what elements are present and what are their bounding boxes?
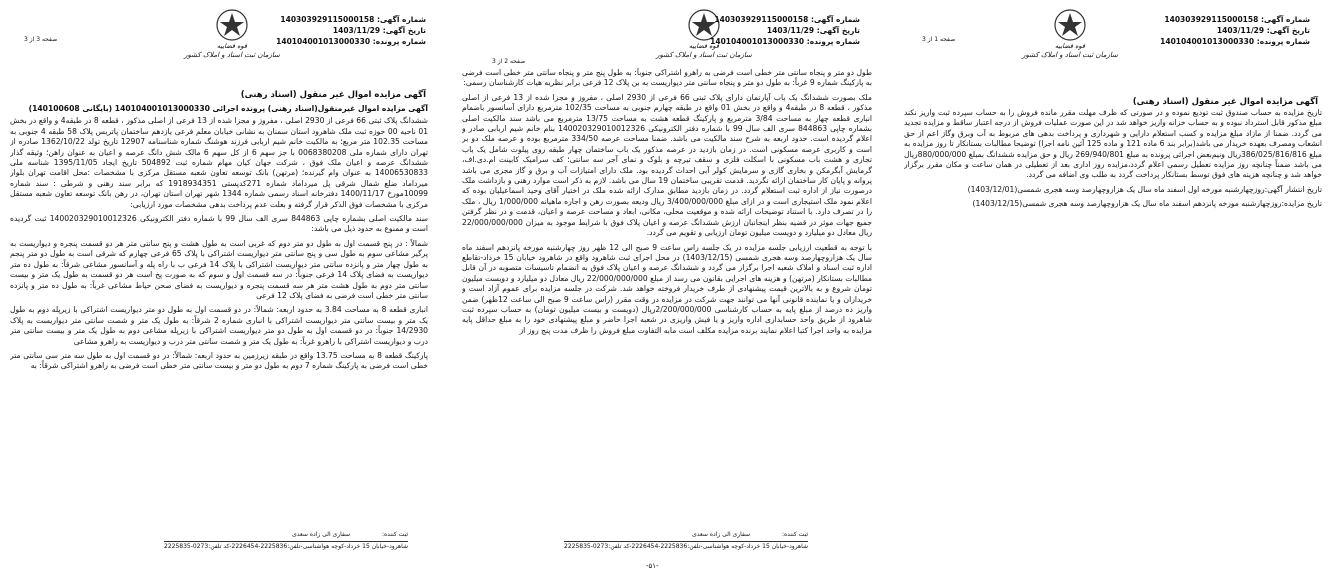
paragraph: انباری قطعه 8 به مساحت 3.84 به حدود اربعه: شمالاً: در دو قسمت اول به طول دو متر دیواریست اشتراکی با زیرپله دوم به طول یک متر و بیست سانتی متر دیواریست اشتراکی با انباری شماره 2 شرقاً: به طول یک متر و شصت سانتی متر دیواریست به پلاک 14/2930 جنوباً: در دو قسمت اول به طول دو متر دیواریست اشتراکی با زیرپله مشاعی دوم به طول یک متر و بیست سانتی متر درب و دیواریست اشتراکی با راهرو غرباً: به طول یک متر و شصت سانتی متر درب و دیواریست به راهرو مشاعی: [10, 305, 428, 346]
paragraph: با توجه به قطعیت ارزیابی جلسه مزایده در یک جلسه راس ساعت 9 صبح الی 12 ظهر روز چهارشنبه مورخه پانزدهم اسفند ماه سال یک هزاروچهارصد وسه هجری شمسی (1403/12/15) در محل اجرای ثبت شاهرود واقع در شاهرود خیابان 15 خرداد-تقاطع اداره ثبت اسناد و املاک شعبه اجرا برگزار می گردد و ششدانگ عرصه و اعیان پلاک فوق به انضمام تاسیسات متصوبه در آن قابل مطالبات بستانکار (مرتهن) و هزینه های اجرایی بقانون می رسد از مبلغ 22/000/000/000 ریال معادل دو میلیارد و دویست میلیون تومان شروع و به بالاترین قیمت پیشنهادی از طرف خریدار فروخته خواهد شد. شرکت در جلسه مزایده برای عموم آزاد است و خریداران و یا نماینده قانونی آنها می توانند جهت شرکت در مزایده در وقت مقرر (راس ساعت 9 صبح الی ساعت 12ظهر) ضمن واریز ده درصد از مبلغ پایه به حساب کارشناسی 2/200/000/000ریال (دویست و بیست میلیون تومان) به حساب سپرده ثبت شاهرود از طریق واحد حسابداری اداره واریز و یا فیش واریزی در شعبه اجرا حاضر و مبلغ پیشنهادی خود را به مبلغ حداقل پایه مزایده به واحد اجرا کتبا اعلام نمایند برنده مزایده مکلف است مابه التفاوت مبلغ فروش را ظرف مدت پنج روز از: [462, 242, 872, 335]
notice-number: شماره آگهی: 140303929115000158: [1164, 15, 1310, 24]
paragraph: تاریخ مزایده به حساب صندوق ثبت تودیع نموده و در صورتی که ظرف مهلت مقرر مانده فروش را به حساب سپرده ثبت واریز نکند مبلغ مذکور قابل استرداد نبوده و به حساب خزانه واریز خواهد شد در این صورت عملیات فروش از درجه اعتبار ساقط و مزایده تجدید می گردد. ضمنا از مازاد مبلغ مزایده و کسب استعلام دارایی و شهرداری و پرداخت بدهی های مربوط به آب وبرق وگاز اعم از حق انشعاب ومصرف بعهده خریدار می باشد(برابر بند 6 ماده 121 و ماده 125 آئین نامه اجرا) توضیحا مطالبات بستانکار تا روز مزایده به مبلغ 386/025/816/816ریال ونیم‌بعض اجرائی پرونده به مبلغ 269/940/801 ریال و حق مزایده ششدانگ بمبلغ 880/000/000ریال می باشد ضمناً چنانچه روز مزایده تعطیل رسمی اعلام گردد،مزایده روز اداری بعد از تعطیلی در همان ساعت و مکان مقرر برگزار خواهد شد و چنانچه هزینه های فوق توسط بستانکار پرداخت گردد به طلب وی اضافه می گردد.: [904, 108, 1322, 180]
document-page-1: [900, 0, 1328, 577]
emblem-icon: [215, 8, 249, 42]
notice-subtitle: آگهی مزایده اموال غیرمنقول(اسناد رهنی) پرونده اجرائی 140104001013000330 (بایگانی 140100608): [28, 104, 428, 113]
page-number: -۵۱-: [646, 562, 659, 570]
notice-date: تاریخ آگهی: 1403/11/29: [766, 26, 860, 35]
case-number: شماره پرونده: 140104001013000330: [276, 37, 426, 46]
notice-meta: [710, 14, 860, 47]
notice-number: شماره آگهی: 140303929115000158: [280, 15, 426, 24]
signer-label: ثبت کننده:: [781, 531, 809, 538]
notice-title: آگهی مزایده اموال غیر منقول (اسناد رهنی): [1132, 97, 1318, 107]
seal-org-label: سازمان ثبت اسناد و املاک کشور: [1022, 51, 1118, 59]
seal-judiciary-label: قوه قضاییه: [689, 42, 719, 50]
paragraph: ملک بصورت ششدانگ یک باب آپارتمان دارای پلاک ثبتی 66 فرعی از 2930 اصلی ، مفروز و مجزا شده از 13 فرعی از اصلی مذکور ، قطعه 8 در طبقه4 و واقع در بخش 01 واقع در طبقه چهارم جنوبی به مساحت 102/35 مترمربع دارای آسانسور باضمام انباری قطعه چهار به مساحت 3/84 مترمربع و پارکینگ قطعه هشت به مساحت 13/75 مترمربع می باشد سند مالکیت اصلی بشماره چاپی 844863 سری الف سال 99 با شماره دفتر الکترونیکی 140020329010012326 بنام خانم شیم اربابی صادر و اعلام گردیده است. حدود اربعه به شرح سند مالکیت می باشد. ضمنا مساحت عرصه 334/50 مترمربع بوده و عرصه ملک دو بر است و کاربری عرصه مسکونی است. در زمان بازدید در عرصه مذکور یک باب ساختمان چهار طبقه روی پیلوت شامل یک باب تجاری و هشت باب مسکونی با اسکلت فلزی و سقف تیرچه و بلوک و نمای آجر سه سانتی؛ کف سرامیک کابینت ام.دی.اف، گرمایش آبگرمکن و بخاری گازی و سرمایش کولر آبی احداث گردیده بود. ملک دارای امتیازات آب و برق و گاز مجزی می باشد پروانه و پایان کار ساختمان ارائه نگردید. قدمت تقریبی ساختمان 19 سال می باشد. لازم به ذکر است موارد رهنی و بازداشت ملک درصورت نیاز از اداره ثبت استعلام گردد. در زمان بازدید مطابق مدارک ارائه شده ملک در اختیار آقای وحید اسماعیلیان بوده که اعلام نمود ملک استیجاری است و در ازای مبلغ 3/400/000/000 ریال ودیعه بصورت رهن و اجاره ماهیانه 1/000/000 ریال ، ملک را در تصرف دارد. با استناد توضیحات ارائه شده و موقعیت محلی، مکانی، ابعاد و مساحت عرصه و اعیان، قدمت و در نظر گرفتن جمیع جهات موثر در قضیه بنظر اینجانبان ارزش ششدانگ عرصه و اعیان پلاک فوق با شرایط موجود به میزان 22/000/000/000 ریال معادل دو میلیارد و دویست میلیون تومان ارزیابی و تقویم می گردد.: [462, 92, 872, 238]
case-number: شماره پرونده: 140104001013000330: [1160, 37, 1310, 46]
notice-body: [462, 68, 872, 508]
publish-date: تاریخ انتشار آگهی:روزچهارشنبه مورخه اول اسفند ماه سال یک هزاروچهارصد وسه هجری شمسی(1403/12/01): [967, 184, 1322, 194]
seal-judiciary-label: قوه قضاییه: [217, 42, 247, 50]
notice-meta: [1160, 14, 1310, 47]
notice-date: تاریخ آگهی: 1403/11/29: [1216, 26, 1310, 35]
notice-date: تاریخ آگهی: 1403/11/29: [332, 26, 426, 35]
page-footer: [164, 531, 408, 551]
seal-org-label: سازمان ثبت اسناد و املاک کشور: [656, 51, 752, 59]
seal-judiciary-label: قوه قضاییه: [1055, 42, 1085, 50]
footer-address: شاهرود-خیابان 15 خرداد-کوچه هواشناسی-تلفن:2225836-2226454-کد تلفن:0273-2225835: [564, 543, 809, 550]
signer-name: سفاری الی زاده سعدی: [692, 531, 751, 538]
page-indicator: صفحه 2 از 3: [492, 58, 526, 65]
seal-org-label: سازمان ثبت اسناد و املاک کشور: [184, 51, 280, 59]
page-indicator: صفحه 3 از 3: [24, 36, 58, 43]
notice-number: شماره آگهی: 140303929115000158: [714, 15, 860, 24]
footer-address: شاهرود-خیابان 15 خرداد-کوچه هواشناسی-تلفن:2225836-2226454-کد تلفن:0273-2225835: [164, 543, 409, 550]
notice-title: آگهی مزایده اموال غیر منقول (اسناد رهنی): [240, 90, 426, 100]
emblem-icon: [1053, 8, 1087, 42]
auction-date: تاریخ مزایده:روزچهارشنبه مورخه پانزدهم اسفند ماه سال یک هزاروچهارصد وسه هجری شمسی(1403/12/15): [972, 199, 1322, 209]
paragraph: سند مالکیت اصلی بشماره چاپی 844863 سری الف سال 99 با شماره دفتر الکترونیکی 140020329010012326 ثبت گردیده است و ممنوع به حدود ذیل می باشد:: [10, 214, 428, 234]
paragraph: پارکینگ قطعه 8 به مساحت 13.75 واقع در طبقه زیرزمین به حدود اربعه: شمالاً: در دو قسمت اول به طول سه متر سی سانتی متر خطی است فرضی به پارکینگ شماره 7 دوم به طول دو متر و بیست سانتی متر خطی است فرضی به راهرو اشتراکی شرقاً: به: [10, 350, 428, 371]
document-page-2: [454, 0, 880, 577]
notice-body: [904, 108, 1322, 308]
paragraph: طول دو متر و پنجاه سانتی متر خطی است فرضی به راهرو اشتراکی جنوباً: به طول پنج متر و پنجاه سانتی متر خطی است فرضی به پارکینگ شماره 9 غرباً: به طول دو متر و پنجاه سانتی متر دیواریست به بن پلاک 12 فرعی برابر نظریه هیات کارشناسان رسمی:: [462, 68, 872, 88]
document-page-3: [6, 0, 432, 577]
judiciary-emblem: [182, 8, 282, 59]
signer-name: سفاری الی زاده سعدی: [292, 531, 351, 538]
signer-label: ثبت کننده:: [381, 531, 409, 538]
notice-body: [10, 104, 428, 434]
paragraph: ششدانگ پلاک ثبتی 66 فرعی از 2930 اصلی ، مفروز و مجزا شده از 13 فرعی از اصلی مذکور ، قطعه 8 در طبقه4 و واقع در بخش 01 ناحیه 00 حوزه ثبت ملک شاهرود استان سمنان به نشانی خیابان معلم فرعی یازدهم ساختمان پاتریس پلاک 58 طبقه 4 جنوبی به مساحت 102.35 متر مربع؛ به مالکیت خانم شیم اربابی فرزند هوشنگ شماره شناسنامه 12907 تاریخ تولد 1362/10/22 صادره از تهران دارای شماره ملی 0068380208 با جز سهم 6 از کل سهم 6 مالک شش دانگ عرصه و اعیان به عنوان راهن؛ وثیقه گذار ششدانگ عرصه و اعیان ملک فوق ، شرکت جهان کیان مهام شماره ثبت 504892 تاریخ ایجاد 1395/11/05 شناسه ملی 14006530833 به عنوان وام گیرنده؛ (مرتهن) بانک توسعه تعاون شعبه مستقل مرکزی با مشخصات :محل اقامت تهران بلوار میرداماد ضلع شمال شرقی پل میرداماد شماره 271کدپستی 1918934351 که برابر سند رهنی و شرطی : سند شماره 10099مورخ 1400/11/17 دفترخانه اسناد رسمی شماره 1344 شهر تهران استان تهران، در رهن بانک توسعه تعاون شعبه مستقل مرکزی با مشخصات فوق الذکر قرار گرفته و بعلت عدم پرداخت بدهی مشخصات مورد ارزیابی:: [10, 116, 428, 209]
notice-meta: [276, 14, 426, 47]
case-number: شماره پرونده: 140104001013000330: [710, 37, 860, 46]
paragraph: شمالاً : در پنج قسمت اول به طول دو متر دوم که غربی است به طول هشت و پنج سانتی متر هر دو قسمت پنجره و دیواریست به پرگیر مشاعی سوم به طول سی و پنج سانتی متر دیواریست اشتراکی با پلاک 65 فرعی چهارم که شرقی است به طول دو متر پنجم به طول چهار متر و پانزده سانتی متر دیواریست اشتراکی با پلاک 14 فرعی ب با راه پله و آسانسور مشاعی شرقاً: به طول ده متر دیواریست به فضای پلاک 14 فرعی جنوباً: در سه قسمت اول و سوم که به صورت پخ است هر دو قسمت به طول یک متر و بیست سانتی متر دوم به طول هشت متر هر سه قسمت پنجره و دیواریست به فضای صحن حیاط مشاعی غرباً: به طول ده متر و پانزده سانتی متر خطی است فرضی به فضای پلاک 12 فرعی: [10, 238, 428, 300]
page-indicator: صفحه 1 از 3: [922, 36, 956, 43]
judiciary-emblem: [1020, 8, 1120, 59]
page-footer: [564, 531, 808, 551]
